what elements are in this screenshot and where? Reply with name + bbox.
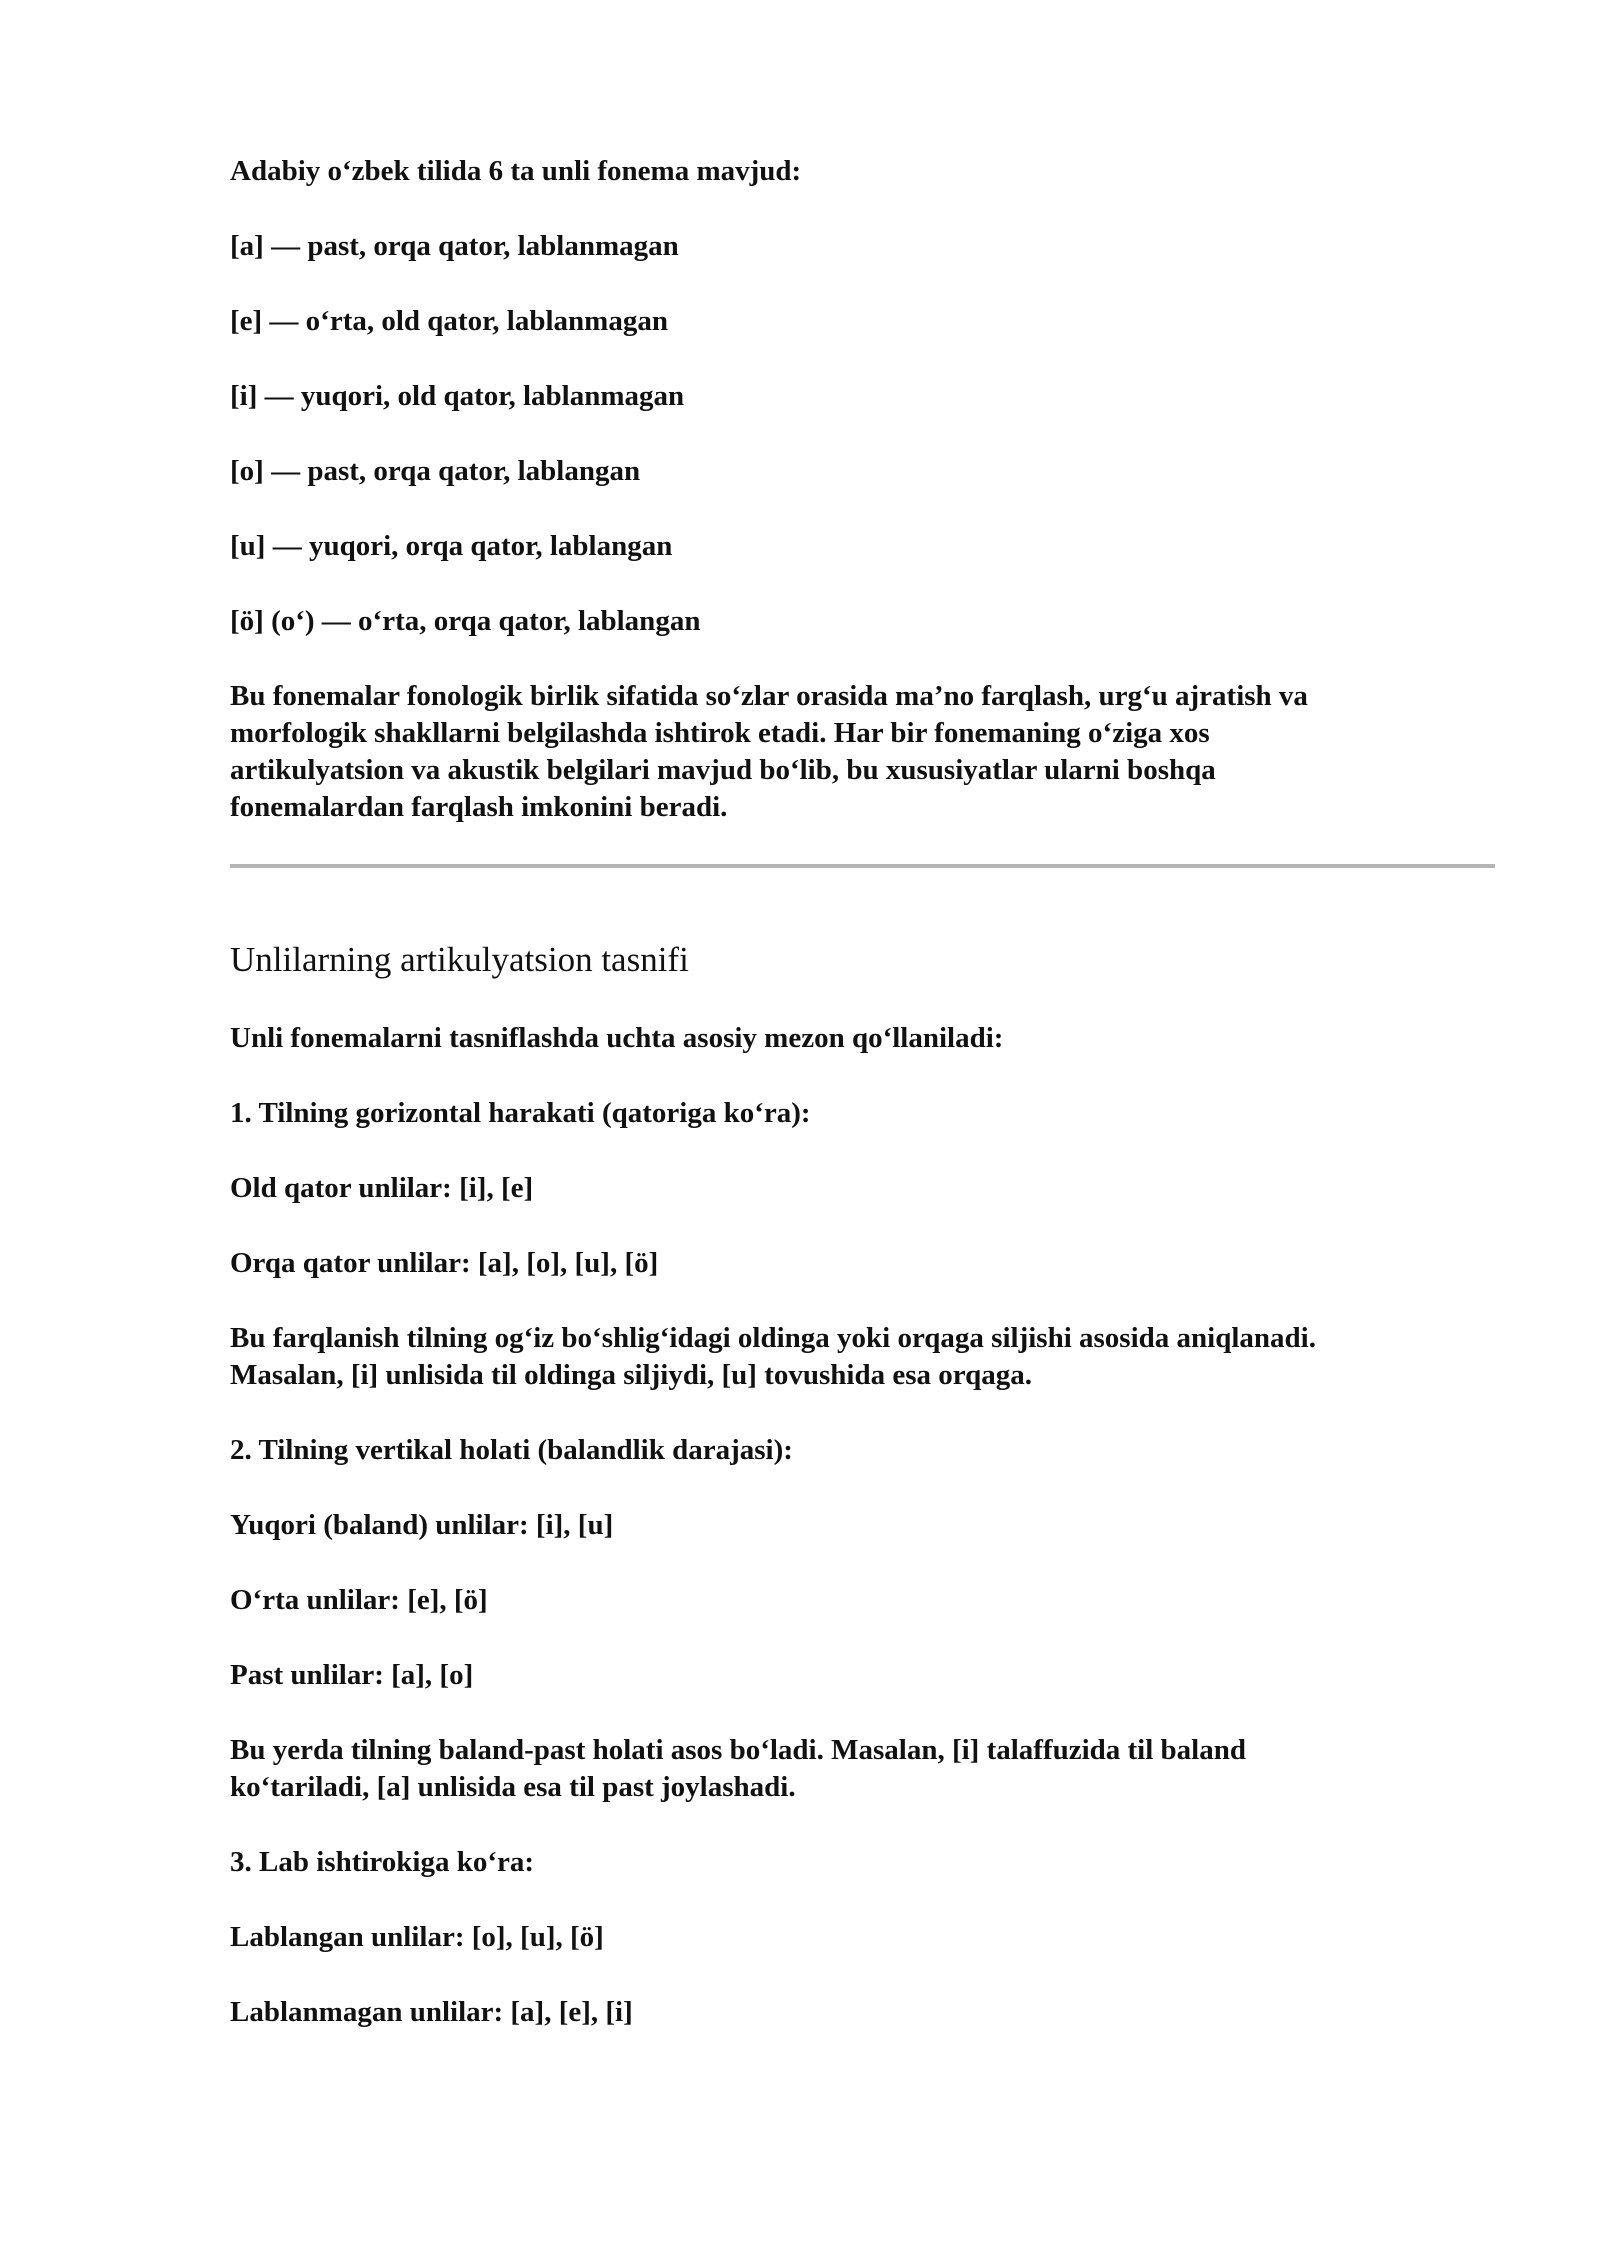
vowel-item-a: [a] — past, orqa qator, lablanmagan xyxy=(230,230,679,262)
vowel-item-e: [e] — oʻrta, old qator, lablanmagan xyxy=(230,305,668,337)
front-vowels-line: Old qator unlilar: [i], [e] xyxy=(230,1172,534,1204)
section-heading: Unlilarning artikulyatsion tasnifi xyxy=(230,940,689,979)
criteria-intro: Unli fonemalarni tasniflashda uchta asosiy mezon qoʻllaniladi: xyxy=(230,1022,1004,1054)
horizontal-divider xyxy=(230,864,1495,868)
paragraph-line: morfologik shakllarni belgilashda ishtirok etadi. Har bir fonemaning oʻziga xos xyxy=(230,717,1210,749)
note-line: Masalan, [i] unlisida til oldinga siljiydi, [u] tovushida esa orqaga. xyxy=(230,1359,1032,1391)
paragraph-line: Bu fonemalar fonologik birlik sifatida soʻzlar orasida maʼno farqlash, urgʻu ajratish va xyxy=(230,680,1308,712)
criterion-2-title: 2. Tilning vertikal holati (balandlik darajasi): xyxy=(230,1434,793,1466)
back-vowels-line: Orqa qator unlilar: [a], [o], [u], [ö] xyxy=(230,1247,659,1279)
low-vowels-line: Past unlilar: [a], [o] xyxy=(230,1659,474,1691)
vowel-count-intro: Adabiy oʻzbek tilida 6 ta unli fonema mavjud: xyxy=(230,155,802,187)
criterion-3-title: 3. Lab ishtirokiga koʻra: xyxy=(230,1846,535,1878)
vowel-item-u: [u] — yuqori, orqa qator, lablangan xyxy=(230,530,673,562)
criterion-1-title: 1. Tilning gorizontal harakati (qatoriga koʻra): xyxy=(230,1097,811,1129)
vowel-item-i: [i] — yuqori, old qator, lablanmagan xyxy=(230,380,685,412)
note-line: Bu yerda tilning baland-past holati asos boʻladi. Masalan, [i] talaffuzida til baland xyxy=(230,1734,1246,1766)
paragraph-line: fonemalardan farqlash imkonini beradi. xyxy=(230,791,728,823)
note-line: koʻtariladi, [a] unlisida esa til past joylashadi. xyxy=(230,1771,796,1803)
note-line: Bu farqlanish tilning ogʻiz boʻshligʻidagi oldinga yoki orqaga siljishi asosida aniqlanadi. xyxy=(230,1322,1316,1354)
vowel-item-o: [o] — past, orqa qator, lablangan xyxy=(230,455,641,487)
unrounded-vowels-line: Lablanmagan unlilar: [a], [e], [i] xyxy=(230,1996,633,2028)
vowel-item-oe: [ö] (oʻ) — oʻrta, orqa qator, lablangan xyxy=(230,605,701,637)
mid-vowels-line: Oʻrta unlilar: [e], [ö] xyxy=(230,1584,488,1616)
high-vowels-line: Yuqori (baland) unlilar: [i], [u] xyxy=(230,1509,614,1541)
rounded-vowels-line: Lablangan unlilar: [o], [u], [ö] xyxy=(230,1921,604,1953)
paragraph-line: artikulyatsion va akustik belgilari mavjud boʻlib, bu xususiyatlar ularni boshqa xyxy=(230,754,1216,786)
